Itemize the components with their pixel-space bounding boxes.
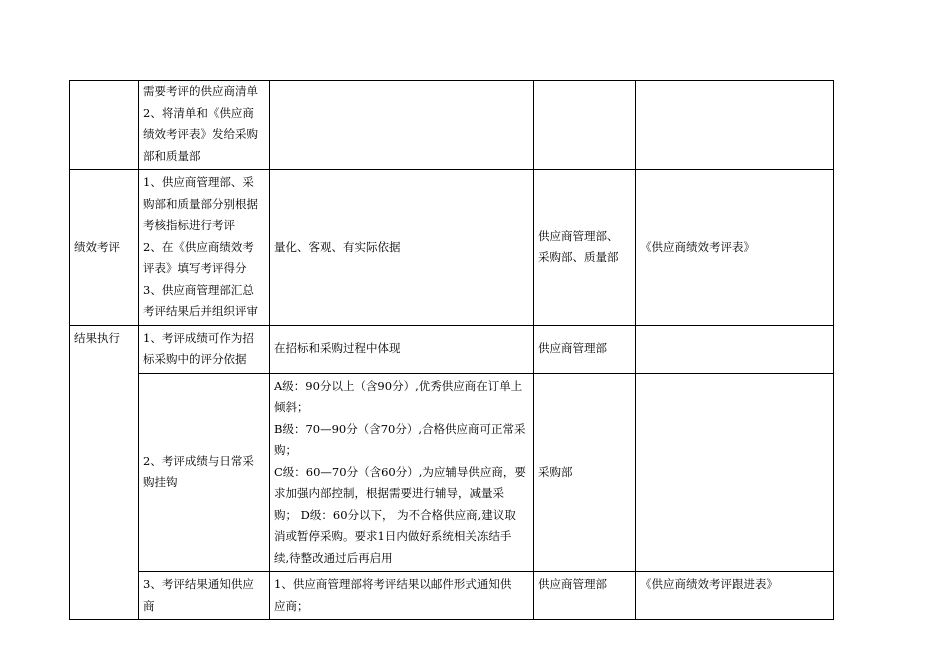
requirement-line: 购； — [274, 443, 297, 457]
steps-cell — [139, 373, 270, 572]
step-line: 商 — [143, 598, 155, 613]
responsible-line: 供应商管理部 — [538, 341, 607, 356]
requirement-line: A级：90分以上（含90分）,优秀供应商在订单上 — [274, 378, 523, 393]
requirement-cell — [270, 572, 534, 620]
step-line: 考核指标进行考评 — [143, 218, 235, 232]
requirement-cell — [270, 373, 534, 572]
step-line: 部和质量部 — [143, 148, 201, 163]
responsible-cell — [534, 373, 636, 572]
step-line: 考评结果后并组织评审 — [143, 304, 258, 318]
requirement-line: 量化、客观、有实际依据 — [274, 239, 401, 254]
step-line: 2、在《供应商绩效考 — [143, 239, 254, 254]
requirement-cell — [270, 325, 534, 373]
stage-cell: 结果执行 — [70, 325, 139, 620]
record-cell: 《供应商绩效考评表》 — [636, 170, 834, 326]
step-line: 1、供应商管理部、采 — [143, 175, 254, 189]
record-cell — [636, 325, 834, 373]
responsible-cell — [534, 170, 636, 326]
step-line: 2、将清单和《供应商 — [143, 105, 254, 120]
responsible-line: 供应商管理部 — [538, 577, 607, 591]
requirement-line: C级：60—70分（含60分）,为应辅导供应商，要 — [274, 464, 526, 479]
record-cell: 《供应商绩效考评跟进表》 — [636, 572, 834, 620]
step-line: 购部和质量部分别根据 — [143, 196, 258, 211]
step-line: 1、考评成绩可作为招 — [143, 330, 254, 345]
requirement-line: 续,待整改通过后再启用 — [274, 550, 393, 565]
table-row — [70, 170, 834, 326]
responsible-line: 采购部 — [538, 464, 573, 479]
requirement-line: B级：70—90分（含70分）,合格供应商可正常采 — [274, 421, 526, 436]
step-line: 绩效考评表》发给采购 — [143, 127, 258, 141]
table-row — [70, 572, 834, 620]
step-line: 需要考评的供应商清单 — [143, 84, 258, 98]
step-line: 评表》填写考评得分 — [143, 261, 247, 275]
steps-cell — [139, 572, 270, 620]
requirement-line: 倾斜； — [274, 400, 309, 414]
requirement-cell — [270, 81, 534, 170]
record-cell — [636, 81, 834, 170]
requirement-line: 求加强内部控制，根据需要进行辅导，减量采 — [274, 486, 504, 500]
requirement-line: 购； D级：60分以下， 为不合格供应商,建议取 — [274, 507, 516, 522]
stage-cell: 绩效考评 — [70, 170, 139, 326]
table-row — [70, 81, 834, 170]
supplier-evaluation-table — [69, 80, 834, 620]
responsible-cell — [534, 81, 636, 170]
requirement-cell — [270, 170, 534, 326]
table-row — [70, 325, 834, 373]
step-line: 2、考评成绩与日常采 — [143, 453, 254, 468]
step-line: 3、供应商管理部汇总 — [143, 282, 254, 297]
step-line: 标采购中的评分依据 — [143, 352, 247, 366]
responsible-cell — [534, 572, 636, 620]
responsible-cell — [534, 325, 636, 373]
steps-cell — [139, 81, 270, 170]
steps-cell — [139, 325, 270, 373]
responsible-line: 采购部、质量部 — [538, 250, 619, 265]
steps-cell — [139, 170, 270, 326]
requirement-line: 在招标和采购过程中体现 — [274, 341, 401, 356]
record-cell — [636, 373, 834, 572]
requirement-line: 应商； — [274, 598, 309, 613]
step-line: 购挂钩 — [143, 475, 178, 490]
requirement-line: 1、供应商管理部将考评结果以邮件形式通知供 — [274, 577, 512, 591]
requirement-line: 消或暂停采购。要求1日内做好系统相关冻结手 — [274, 529, 512, 543]
responsible-line: 供应商管理部、 — [538, 228, 619, 243]
stage-cell — [70, 81, 139, 170]
table-row — [70, 373, 834, 572]
step-line: 3、考评结果通知供应 — [143, 577, 254, 591]
